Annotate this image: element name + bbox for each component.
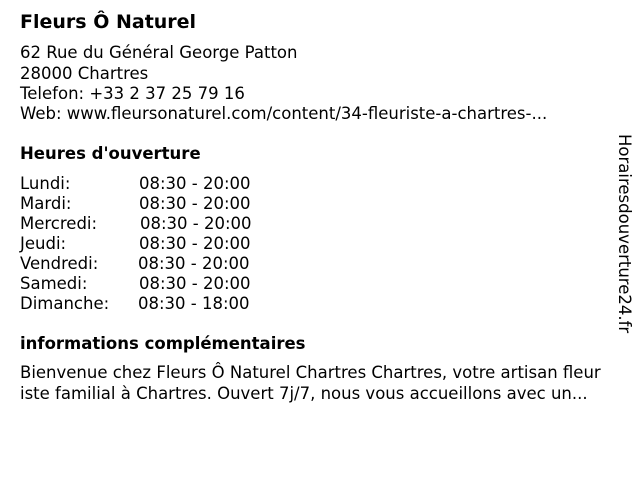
time-range: 08:30 - 20:00 <box>139 194 251 213</box>
time-range: 08:30 - 20:00 <box>139 174 251 193</box>
phone-number[interactable]: Telefon: +33 2 37 25 79 16 <box>20 84 245 103</box>
description-line: Bienvenue chez Fleurs Ô Naturel Chartres Chartres, votre artisan fleur <box>20 363 601 382</box>
description-line: iste familial à Chartres. Ouvert 7j/7, nous vous accueillons avec un... <box>20 384 588 403</box>
site-watermark: Horairesdouverture24.fr <box>615 134 634 334</box>
time-range: 08:30 - 20:00 <box>139 234 251 253</box>
time-range: 08:30 - 20:00 <box>140 214 252 233</box>
day-label: Vendredi: <box>20 254 99 273</box>
day-label: Lundi: <box>20 174 71 193</box>
day-label: Dimanche: <box>20 294 110 313</box>
day-label: Mercredi: <box>20 214 98 233</box>
day-label: Mardi: <box>20 194 72 213</box>
business-description <box>20 362 634 404</box>
website-link[interactable]: Web: www.fleursonaturel.com/content/34-fleuriste-a-chartres-... <box>20 104 548 123</box>
time-range: 08:30 - 18:00 <box>138 294 250 313</box>
opening-hours-heading: Heures d'ouverture <box>20 144 201 163</box>
street-address: 62 Rue du Général George Patton <box>20 43 298 62</box>
day-label: Samedi: <box>20 274 88 293</box>
time-range: 08:30 - 20:00 <box>139 274 251 293</box>
additional-info-heading: informations complémentaires <box>20 334 306 353</box>
day-label: Jeudi: <box>20 234 67 253</box>
postal-city: 28000 Chartres <box>20 64 149 83</box>
business-name: Fleurs Ô Naturel <box>20 11 197 33</box>
time-range: 08:30 - 20:00 <box>138 254 250 273</box>
